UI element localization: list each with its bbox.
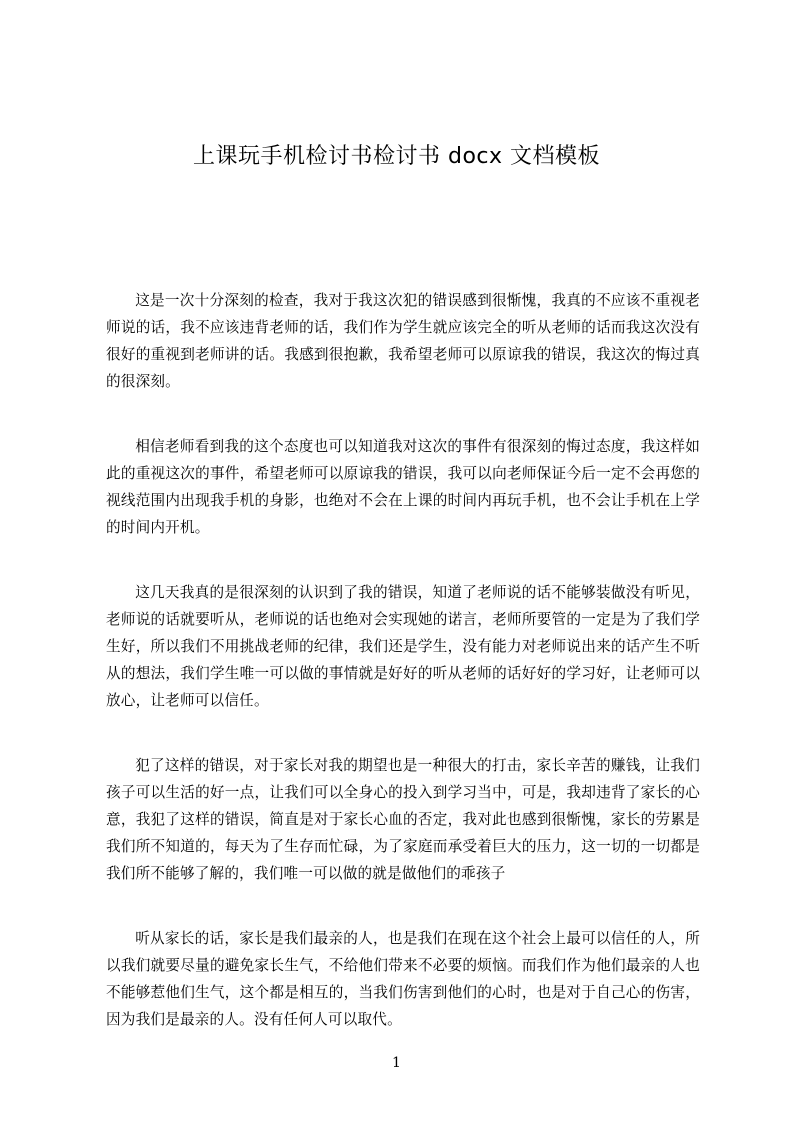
paragraph-5: 听从家长的话，家长是我们最亲的人，也是我们在现在这个社会上最可以信任的人，所以我们就要尽量的避免家长生气，不给他们带来不必要的烦恼。而我们作为他们最亲的人也不能够惹他们生气，这个都是相互的，当我们伤害到他们的心时，也是对于自己心的伤害，因为我们是最亲的人。没有任何人可以取代。: [106, 930, 700, 1028]
paragraph-2: 相信老师看到我的这个态度也可以知道我对这次的事件有很深刻的悔过态度，我这样如此的重视这次的事件，希望老师可以原谅我的错误，我可以向老师保证今后一定不会再您的视线范围内出现我手机的身影，也绝对不会在上课的时间内再玩手机，也不会让手机在上学的时间内开机。: [106, 438, 700, 536]
paragraph-4: 犯了这样的错误，对于家长对我的期望也是一种很大的打击，家长辛苦的赚钱，让我们孩子可以生活的好一点，让我们可以全身心的投入到学习当中，可是，我却违背了家长的心意，我犯了这样的错误，简直是对于家长心血的否定，我对此也感到很惭愧，家长的劳累是我们所不知道的，每天为了生存而忙碌，为了家庭而承受着巨大的压力，这一切的一切都是我们所不能够了解的，我们唯一可以做的就是做他们的乖孩子: [106, 757, 700, 882]
document-body: [106, 287, 700, 1071]
paragraph-1: 这是一次十分深刻的检查，我对于我这次犯的错误感到很惭愧，我真的不应该不重视老师说的话，我不应该违背老师的话，我们作为学生就应该完全的听从老师的话而我这次没有很好的重视到老师讲的话。我感到很抱歉，我希望老师可以原谅我的错误，我这次的悔过真的很深刻。: [106, 292, 700, 390]
document-title: 上课玩手机检讨书检讨书 docx 文档模板: [192, 144, 601, 169]
page-number: 1: [392, 1055, 401, 1071]
paragraph-3: 这几天我真的是很深刻的认识到了我的错误，知道了老师说的话不能够装做没有听见，老师说的话就要听从，老师说的话也绝对会实现她的诺言，老师所要管的一定是为了我们学生好，所以我们不用挑战老师的纪律，我们还是学生，没有能力对老师说出来的话产生不听从的想法，我们学生唯一可以做的事情就是好好的听从老师的话好好的学习好，让老师可以放心，让老师可以信任。: [106, 584, 700, 709]
